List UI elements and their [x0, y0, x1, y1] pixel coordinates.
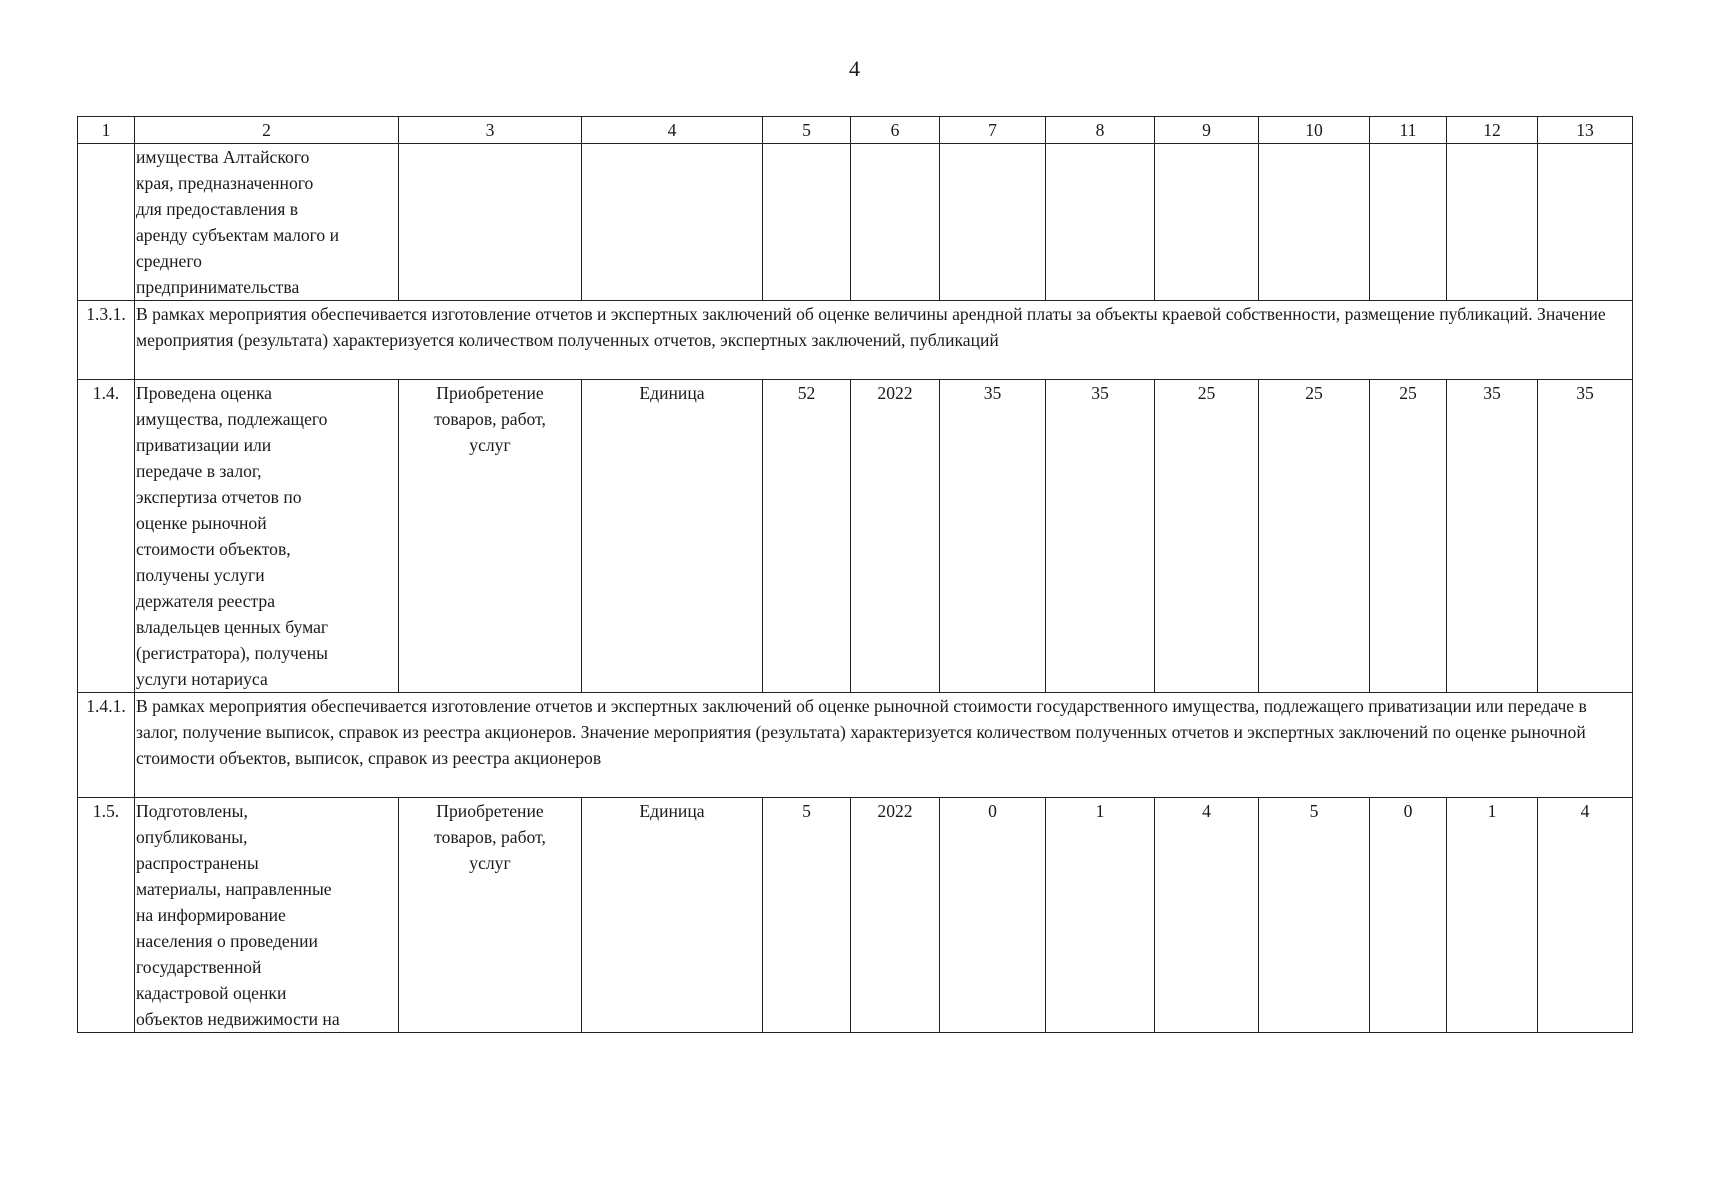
row-number-cell	[78, 144, 135, 301]
type-cell: Приобретение товаров, работ, услуг	[399, 798, 582, 1033]
header-cell: 2	[135, 117, 399, 144]
page-number: 4	[849, 56, 860, 81]
header-cell: 12	[1447, 117, 1538, 144]
value-cell: 0	[940, 798, 1046, 1033]
table-row-continuation	[78, 144, 1633, 301]
value-cell: 4	[1538, 798, 1633, 1033]
description-cell: Подготовлены, опубликованы, распространены материалы, направленные на информирование населения о проведении государственной кадастровой оценки объектов недвижимости на	[135, 798, 399, 1033]
type-cell: Приобретение товаров, работ, услуг	[399, 380, 582, 693]
activity-description-cell: В рамках мероприятия обеспечивается изготовление отчетов и экспертных заключений об оценке рыночной стоимости государственного имущества, подлежащего приватизации или передаче в залог, получение выписок, справок из реестра акционеров. Значение мероприятия (результата) характеризуется количеством полученных отчетов и экспертных заключений по оценке рыночной стоимости объектов, выписок, справок из реестра акционеров	[135, 693, 1633, 798]
table-row-1-4	[78, 380, 1633, 693]
empty-cell	[582, 144, 763, 301]
value-cell: 35	[1447, 380, 1538, 693]
header-cell: 9	[1155, 117, 1259, 144]
empty-cell	[1370, 144, 1447, 301]
value-cell: 5	[763, 798, 851, 1033]
value-cell: 1	[1447, 798, 1538, 1033]
header-cell: 11	[1370, 117, 1447, 144]
value-cell: 35	[1046, 380, 1155, 693]
empty-cell	[1447, 144, 1538, 301]
value-cell: 25	[1155, 380, 1259, 693]
value-cell: 52	[763, 380, 851, 693]
table-row-1-4-1	[78, 693, 1633, 798]
header-cell: 4	[582, 117, 763, 144]
description-cell: Проведена оценка имущества, подлежащего приватизации или передаче в залог, экспертиза отчетов по оценке рыночной стоимости объектов, получены услуги держателя реестра владельцев ценных бумаг (регистратора), получены услуги нотариуса	[135, 380, 399, 693]
value-cell: 25	[1370, 380, 1447, 693]
empty-cell	[1155, 144, 1259, 301]
unit-cell: Единица	[582, 798, 763, 1033]
row-number-cell: 1.4.	[78, 380, 135, 693]
value-cell: 2022	[851, 798, 940, 1033]
header-cell: 5	[763, 117, 851, 144]
header-cell: 1	[78, 117, 135, 144]
header-cell: 8	[1046, 117, 1155, 144]
value-cell: 1	[1046, 798, 1155, 1033]
empty-cell	[851, 144, 940, 301]
value-cell: 25	[1259, 380, 1370, 693]
empty-cell	[399, 144, 582, 301]
table-row-1-5	[78, 798, 1633, 1033]
value-cell: 35	[940, 380, 1046, 693]
header-cell: 13	[1538, 117, 1633, 144]
activity-description-cell: В рамках мероприятия обеспечивается изготовление отчетов и экспертных заключений об оценке величины арендной платы за объекты краевой собственности, размещение публикаций. Значение мероприятия (результата) характеризуется количеством полученных отчетов, экспертных заключений, публикаций	[135, 301, 1633, 380]
value-cell: 5	[1259, 798, 1370, 1033]
row-number-cell: 1.5.	[78, 798, 135, 1033]
header-cell: 10	[1259, 117, 1370, 144]
header-cell: 3	[399, 117, 582, 144]
table-row-1-3-1	[78, 301, 1633, 380]
header-cell: 6	[851, 117, 940, 144]
unit-cell: Единица	[582, 380, 763, 693]
value-cell: 2022	[851, 380, 940, 693]
header-cell: 7	[940, 117, 1046, 144]
indicators-table	[77, 116, 1633, 1033]
value-cell: 35	[1538, 380, 1633, 693]
header-row	[78, 117, 1633, 144]
row-number-cell: 1.4.1.	[78, 693, 135, 798]
row-number-cell: 1.3.1.	[78, 301, 135, 380]
empty-cell	[940, 144, 1046, 301]
empty-cell	[1259, 144, 1370, 301]
empty-cell	[1538, 144, 1633, 301]
description-cell: имущества Алтайского края, предназначенного для предоставления в аренду субъектам малого и среднего предпринимательства	[135, 144, 399, 301]
empty-cell	[763, 144, 851, 301]
value-cell: 4	[1155, 798, 1259, 1033]
empty-cell	[1046, 144, 1155, 301]
value-cell: 0	[1370, 798, 1447, 1033]
